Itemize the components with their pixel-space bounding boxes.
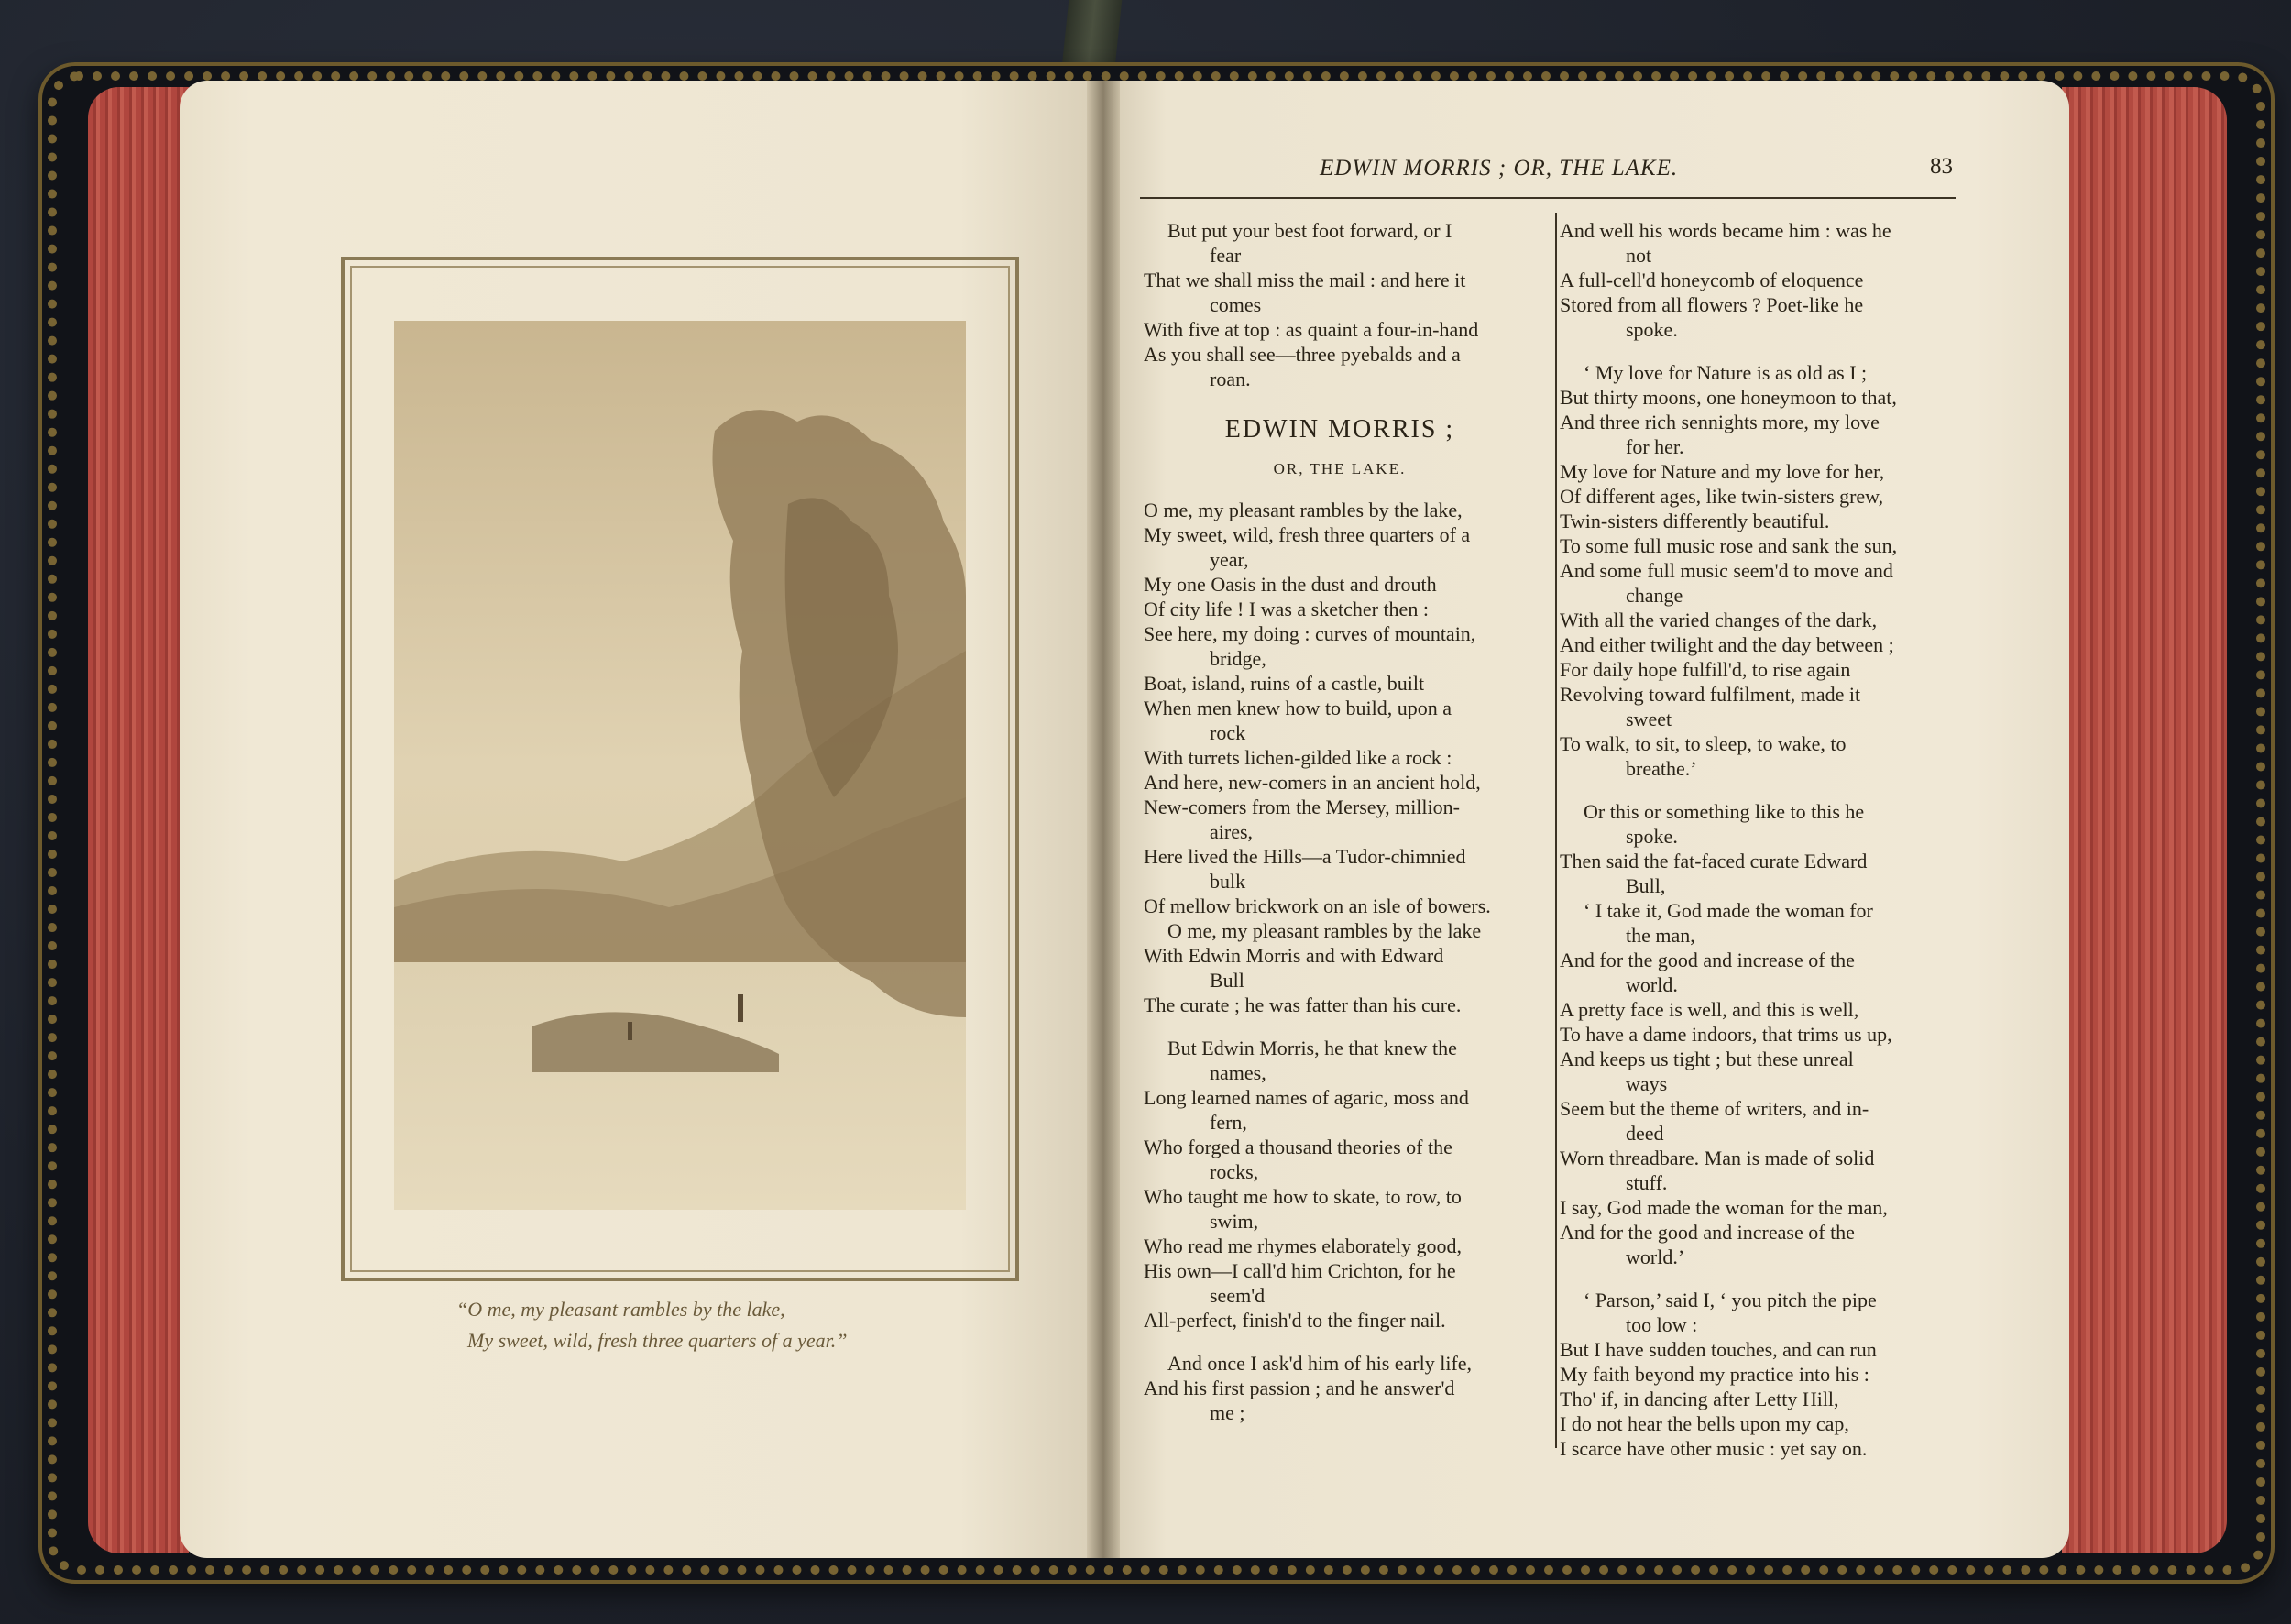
poem-line: I do not hear the bells upon my cap, bbox=[1560, 1412, 1849, 1435]
poem-line: Who forged a thousand theories of the bbox=[1144, 1136, 1452, 1158]
poem-line: His own—I call'd him Crichton, for he bbox=[1144, 1259, 1456, 1282]
poem-line: too low : bbox=[1626, 1313, 1698, 1336]
poem-line: world. bbox=[1626, 973, 1678, 996]
poem-line: But thirty moons, one honeymoon to that, bbox=[1560, 386, 1897, 409]
stanza-gap bbox=[1560, 1269, 1963, 1288]
poem-subtitle: OR, THE LAKE. bbox=[1273, 460, 1407, 477]
stanza-gap bbox=[1560, 342, 1963, 360]
poem-line: And for the good and increase of the bbox=[1560, 1221, 1855, 1244]
poem-line: ‘ Parson,’ said I, ‘ you pitch the pipe bbox=[1584, 1289, 1877, 1311]
poem-line: A pretty face is well, and this is well, bbox=[1560, 998, 1859, 1021]
poem-line: me ; bbox=[1210, 1401, 1245, 1424]
poem-line: ways bbox=[1626, 1072, 1668, 1095]
poem-line: But put your best foot forward, or I bbox=[1167, 219, 1452, 242]
poem-line: world.’ bbox=[1626, 1245, 1685, 1268]
poem-line: deed bbox=[1626, 1122, 1664, 1145]
poem-line: Revolving toward fulfilment, made it bbox=[1560, 683, 1861, 706]
poem-title: EDWIN MORRIS ; bbox=[1224, 415, 1455, 444]
poem-line: Seem but the theme of writers, and in- bbox=[1560, 1097, 1869, 1120]
poem-line: With Edwin Morris and with Edward bbox=[1144, 944, 1444, 967]
poem-line: With turrets lichen-gilded like a rock : bbox=[1144, 746, 1452, 769]
poem-line: not bbox=[1626, 244, 1652, 267]
poem-line: For daily hope fulfill'd, to rise again bbox=[1560, 658, 1851, 681]
poem-line: bulk bbox=[1210, 870, 1246, 893]
poem-line: ‘ My love for Nature is as old as I ; bbox=[1584, 361, 1868, 384]
page-edges-right bbox=[2062, 87, 2227, 1553]
poem-line: ‘ I take it, God made the woman for bbox=[1584, 899, 1873, 922]
poem-line: New-comers from the Mersey, million- bbox=[1144, 796, 1460, 818]
poem-line: As you shall see—three pyebalds and a bbox=[1144, 343, 1461, 366]
poem-line: Then said the fat-faced curate Edward bbox=[1560, 850, 1868, 872]
text-column-left bbox=[1144, 218, 1536, 1425]
poem-line: And here, new-comers in an ancient hold, bbox=[1144, 771, 1481, 794]
poem-line: And once I ask'd him of his early life, bbox=[1167, 1352, 1473, 1375]
header-rule bbox=[1140, 197, 1956, 199]
lake-photograph bbox=[394, 321, 966, 1210]
poem-line: the man, bbox=[1626, 924, 1695, 947]
poem-line: My sweet, wild, fresh three quarters of a bbox=[1144, 523, 1471, 546]
poem-line: Tho' if, in dancing after Letty Hill, bbox=[1560, 1388, 1839, 1410]
poem-line: That we shall miss the mail : and here it bbox=[1144, 269, 1466, 291]
caption-line-2: My sweet, wild, fresh three quarters of a year.” bbox=[467, 1329, 848, 1352]
poem-line: Who read me rhymes elaborately good, bbox=[1144, 1234, 1462, 1257]
stanza-gap bbox=[1560, 781, 1963, 799]
poem-line: year, bbox=[1210, 548, 1249, 571]
poem-line: Bull bbox=[1210, 969, 1244, 992]
poem-line: And for the good and increase of the bbox=[1560, 949, 1855, 971]
poem-line: And some full music seem'd to move and bbox=[1560, 559, 1893, 582]
poem-line: Of mellow brickwork on an isle of bowers. bbox=[1144, 894, 1491, 917]
poem-line: swim, bbox=[1210, 1210, 1259, 1233]
poem-line: All-perfect, finish'd to the finger nail. bbox=[1144, 1309, 1446, 1332]
poem-line: Twin-sisters differently beautiful. bbox=[1560, 510, 1830, 532]
caption-line-1: “O me, my pleasant rambles by the lake, bbox=[456, 1298, 785, 1321]
poem-line: Worn threadbare. Man is made of solid bbox=[1560, 1147, 1875, 1169]
poem-line: O me, my pleasant rambles by the lake bbox=[1167, 919, 1482, 942]
poem-line: breathe.’ bbox=[1626, 757, 1697, 780]
poem-line: spoke. bbox=[1626, 318, 1678, 341]
poem-line: I say, God made the woman for the man, bbox=[1560, 1196, 1888, 1219]
text-column-right bbox=[1560, 218, 1963, 1461]
page-edges-left bbox=[88, 87, 189, 1553]
poem-line: roan. bbox=[1210, 368, 1251, 390]
poem-line: And either twilight and the day between ; bbox=[1560, 633, 1894, 656]
poem-line: To some full music rose and sank the sun, bbox=[1560, 534, 1898, 557]
poem-line: A full-cell'd honeycomb of eloquence bbox=[1560, 269, 1864, 291]
poem-line: To have a dame indoors, that trims us up, bbox=[1560, 1023, 1892, 1046]
poem-line: Bull, bbox=[1626, 874, 1666, 897]
poem-line: See here, my doing : curves of mountain, bbox=[1144, 622, 1476, 645]
poem-line: When men knew how to build, upon a bbox=[1144, 697, 1452, 719]
poem-line: spoke. bbox=[1626, 825, 1678, 848]
poem-line: Of different ages, like twin-sisters grew, bbox=[1560, 485, 1884, 508]
column-rule bbox=[1555, 213, 1557, 1448]
poem-line: Stored from all flowers ? Poet-like he bbox=[1560, 293, 1864, 316]
poem-line: rock bbox=[1210, 721, 1246, 744]
poem-line: But I have sudden touches, and can run bbox=[1560, 1338, 1877, 1361]
poem-line: Or this or something like to this he bbox=[1584, 800, 1865, 823]
poem-line: rocks, bbox=[1210, 1160, 1259, 1183]
poem-line: Of city life ! I was a sketcher then : bbox=[1144, 598, 1429, 620]
page-number: 83 bbox=[1930, 154, 1953, 179]
poem-line: Long learned names of agaric, moss and bbox=[1144, 1086, 1469, 1109]
poem-line: I scarce have other music : yet say on. bbox=[1560, 1437, 1868, 1460]
poem-line: And three rich sennights more, my love bbox=[1560, 411, 1880, 433]
poem-line: stuff. bbox=[1626, 1171, 1668, 1194]
poem-line: sweet bbox=[1626, 708, 1672, 730]
poem-line: And well his words became him : was he bbox=[1560, 219, 1891, 242]
poem-line: And his first passion ; and he answer'd bbox=[1144, 1377, 1455, 1399]
stanza-gap bbox=[1144, 1333, 1536, 1351]
plate-caption bbox=[431, 1294, 981, 1356]
running-head: EDWIN MORRIS ; OR, THE LAKE. bbox=[1320, 156, 1679, 181]
poem-line: But Edwin Morris, he that knew the bbox=[1167, 1037, 1457, 1059]
poem-line: comes bbox=[1210, 293, 1262, 316]
poem-line: With five at top : as quaint a four-in-hand bbox=[1144, 318, 1479, 341]
poem-line: My faith beyond my practice into his : bbox=[1560, 1363, 1869, 1386]
poem-line: bridge, bbox=[1210, 647, 1266, 670]
poem-line: aires, bbox=[1210, 820, 1254, 843]
poem-line: With all the varied changes of the dark, bbox=[1560, 609, 1878, 631]
book-gutter bbox=[1087, 81, 1120, 1558]
poem-line: And keeps us tight ; but these unreal bbox=[1560, 1048, 1854, 1070]
poem-line: Boat, island, ruins of a castle, built bbox=[1144, 672, 1425, 695]
poem-line: To walk, to sit, to sleep, to wake, to bbox=[1560, 732, 1847, 755]
stanza-gap bbox=[1144, 1017, 1536, 1036]
poem-line: My love for Nature and my love for her, bbox=[1560, 460, 1885, 483]
poem-line: My one Oasis in the dust and drouth bbox=[1144, 573, 1437, 596]
poem-line: The curate ; he was fatter than his cure. bbox=[1144, 993, 1462, 1016]
poem-line: names, bbox=[1210, 1061, 1266, 1084]
poem-line: O me, my pleasant rambles by the lake, bbox=[1144, 499, 1463, 521]
poem-line: for her. bbox=[1626, 435, 1684, 458]
poem-line: change bbox=[1626, 584, 1683, 607]
poem-line: Here lived the Hills—a Tudor-chimnied bbox=[1144, 845, 1466, 868]
poem-line: seem'd bbox=[1210, 1284, 1266, 1307]
poem-line: fern, bbox=[1210, 1111, 1247, 1134]
poem-line: Who taught me how to skate, to row, to bbox=[1144, 1185, 1462, 1208]
poem-line: fear bbox=[1210, 244, 1242, 267]
